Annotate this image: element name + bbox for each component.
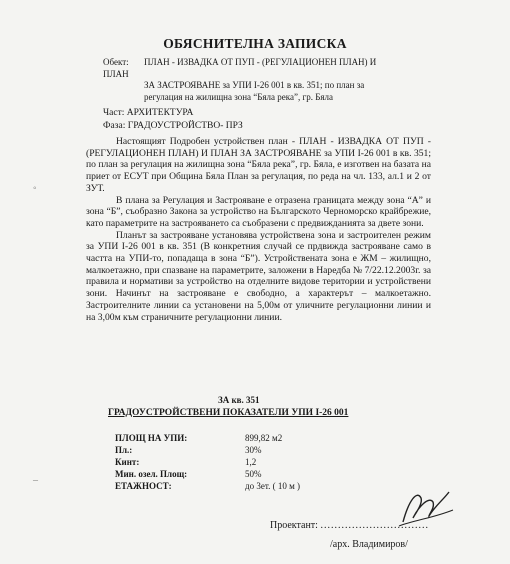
- indicators-heading: [108, 395, 428, 418]
- table-row: [115, 468, 300, 480]
- designer-label: Проектант:: [270, 520, 318, 531]
- indicator-value: до 3ет. ( 10 м ): [245, 481, 301, 491]
- table-row: [115, 480, 300, 492]
- table-row: [115, 432, 300, 444]
- object-line-1: ПЛАН - ИЗВАДКА ОТ ПУП - (РЕГУЛАЦИОНЕН ПЛАН) И ПЛАН: [103, 57, 377, 79]
- indicator-key: Мин. озел. Площ:: [115, 469, 188, 479]
- indicator-value: 30%: [245, 445, 262, 455]
- paragraph-3: Планът за застрояване установява устройствена зона и застроителен режим за УПИ I-26 001 в кв. 351 (В конкретния случай се прдвижда застрояване само в частта на УПИ-то, попадаща в зона “Б”). Устройствената зона е ЖМ – жилищно, малкоетажно, при спазване на параметрите, заложени в Наредба № 7/22.12.2003г. за правила и нормативи за устройство на отделните видове територии и устройствени зони. Начинът на застрояване е свободно, а характерът – малкоетажно. Застроителните линии са установени на 5,00м от уличните регулационни линии и на 3,00м към страничните регулационни линии.: [86, 229, 431, 323]
- indicator-value: 50%: [245, 469, 262, 479]
- table-row: [115, 444, 300, 456]
- indicator-key: ПЛОЩ НА УПИ:: [115, 433, 188, 443]
- designer-dots: ...............................: [320, 520, 429, 531]
- document-title: ОБЯСНИТЕЛНА ЗАПИСКА: [163, 36, 347, 51]
- object-line-3: регулация на жилищна зона “Бяла река”, гр. Бяла: [144, 91, 333, 102]
- indicator-value: 1,2: [245, 457, 257, 467]
- scan-mark: –: [33, 475, 38, 486]
- indicators-title: ГРАДОУСТРОЙСТВЕНИ ПОКАЗАТЕЛИ УПИ I-26 001: [108, 408, 349, 418]
- scan-mark: ◦: [33, 183, 37, 194]
- indicators-table: [115, 432, 300, 492]
- indicators-label: ЗА кв. 351: [218, 395, 260, 405]
- phase-line: Фаза: ГРАДОУСТРОЙСТВО- ПРЗ: [103, 121, 243, 131]
- part-line: Част: АРХИТЕКТУРА: [103, 108, 194, 118]
- paragraph-2: В плана за Регулация и Застрояване е отразена границата между зона “А” и зона “Б”, съобразно Закона за устройство на Българското Черноморско крайбрежие, като параметрите на застрояването са съобразени с предвижданията за двете зони.: [86, 194, 431, 229]
- indicator-value: 899,82 м2: [245, 433, 283, 443]
- object-label: Обект:: [103, 57, 129, 67]
- table-row: [115, 456, 300, 468]
- object-line-2: ЗА ЗАСТРОЯВАНЕ за УПИ I-26 001 в кв. 351; по план за: [144, 80, 365, 90]
- indicator-key: Кинт:: [115, 457, 140, 467]
- indicator-key: Пл.:: [115, 445, 133, 455]
- designer-line: [270, 520, 429, 531]
- indicator-key: ЕТАЖНОСТ:: [115, 481, 172, 491]
- object-block: [103, 57, 403, 103]
- paragraph-1: Настоящият Подробен устройствен план - ПЛАН - ИЗВАДКА ОТ ПУП - (РЕГУЛАЦИОНЕН ПЛАН) И ПЛАН ЗА ЗАСТРОЯВАНЕ за УПИ I-26 001 в кв. 351; по план за регулация на жилищна зона “Бяла река”, гр. Бяла, е изготвен на базата на приет от ЕСУТ при Община Бяла План за регулация, по реда на чл. 133, ал.1 и 2 от ЗУТ.: [86, 136, 431, 194]
- body-text: [86, 136, 431, 323]
- designer-name: /арх. Владимиров/: [330, 539, 408, 550]
